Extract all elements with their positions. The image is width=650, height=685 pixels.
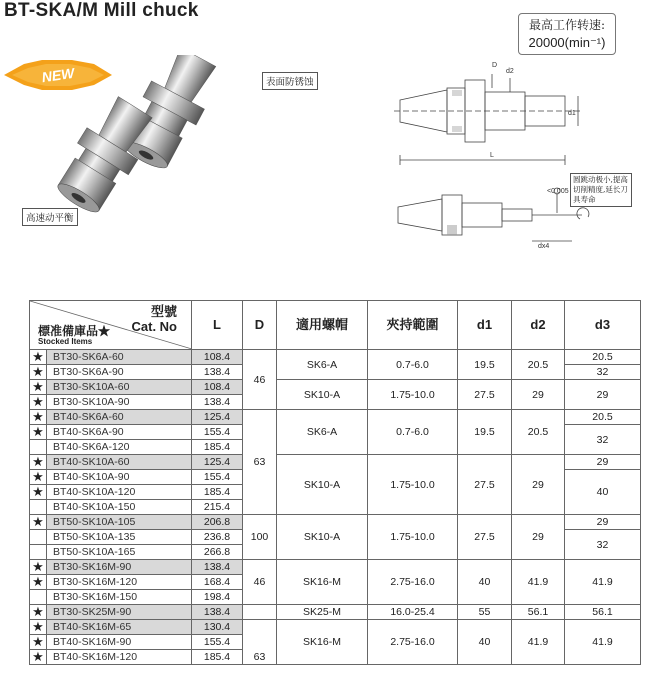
nut-cell: SK25-M bbox=[277, 605, 368, 620]
stock-star: ★ bbox=[30, 350, 47, 365]
d3-cell: 29 bbox=[565, 455, 641, 470]
l-cell: 138.4 bbox=[192, 560, 243, 575]
model-cell: BT40-SK6A-90 bbox=[47, 425, 192, 440]
model-cell: BT30-SK10A-90 bbox=[47, 395, 192, 410]
model-cell: BT50-SK10A-135 bbox=[47, 530, 192, 545]
nut-cell: SK6-A bbox=[277, 350, 368, 380]
l-cell: 215.4 bbox=[192, 500, 243, 515]
l-cell: 138.4 bbox=[192, 605, 243, 620]
model-cell: BT40-SK16M-90 bbox=[47, 635, 192, 650]
l-cell: 206.8 bbox=[192, 515, 243, 530]
l-cell: 155.4 bbox=[192, 425, 243, 440]
range-cell: 1.75-10.0 bbox=[368, 515, 458, 560]
table-row bbox=[30, 560, 641, 575]
header-cat-no: Cat. No bbox=[131, 319, 177, 334]
l-cell: 155.4 bbox=[192, 470, 243, 485]
l-cell: 236.8 bbox=[192, 530, 243, 545]
header-range: 夾持範圍 bbox=[368, 301, 458, 350]
d1-cell: 27.5 bbox=[458, 380, 512, 410]
d3-cell: 32 bbox=[565, 365, 641, 380]
nut-cell: SK16-M bbox=[277, 620, 368, 665]
header-d1: d1 bbox=[458, 301, 512, 350]
d1-cell: 19.5 bbox=[458, 350, 512, 380]
d-cell: 63 bbox=[243, 620, 277, 665]
d3-cell: 41.9 bbox=[565, 620, 641, 665]
d3-cell: 41.9 bbox=[565, 560, 641, 605]
table-row bbox=[30, 455, 641, 470]
stock-star: ★ bbox=[30, 470, 47, 485]
l-cell: 138.4 bbox=[192, 365, 243, 380]
new-badge-text: NEW bbox=[40, 64, 76, 86]
d1-cell: 27.5 bbox=[458, 455, 512, 515]
l-cell: 125.4 bbox=[192, 410, 243, 425]
tolerance-label: <0.005 bbox=[547, 188, 569, 195]
l-cell: 185.4 bbox=[192, 650, 243, 665]
nut-cell: SK16-M bbox=[277, 560, 368, 605]
stock-star: ★ bbox=[30, 560, 47, 575]
header-l: L bbox=[192, 301, 243, 350]
range-cell: 0.7-6.0 bbox=[368, 350, 458, 380]
d2-cell: 20.5 bbox=[512, 350, 565, 380]
d3-cell: 20.5 bbox=[565, 410, 641, 425]
model-cell: BT40-SK16M-65 bbox=[47, 620, 192, 635]
model-cell: BT30-SK16M-120 bbox=[47, 575, 192, 590]
stock-star: ★ bbox=[30, 365, 47, 380]
stock-star: ★ bbox=[30, 620, 47, 635]
dim-l: L bbox=[490, 152, 494, 159]
d3-cell: 40 bbox=[565, 470, 641, 515]
stock-star: ★ bbox=[30, 515, 47, 530]
range-cell: 2.75-16.0 bbox=[368, 560, 458, 605]
header-model-top: 型號 bbox=[150, 304, 177, 319]
d-cell: 100 bbox=[243, 515, 277, 560]
nut-cell: SK10-A bbox=[277, 380, 368, 410]
model-cell: BT30-SK10A-60 bbox=[47, 380, 192, 395]
model-cell: BT50-SK10A-165 bbox=[47, 545, 192, 560]
header-d2: d2 bbox=[512, 301, 565, 350]
stock-star: ★ bbox=[30, 455, 47, 470]
l-cell: 185.4 bbox=[192, 485, 243, 500]
d2-cell: 29 bbox=[512, 515, 565, 560]
max-speed-value: 20000(min⁻¹) bbox=[528, 35, 606, 50]
d1-cell: 40 bbox=[458, 620, 512, 665]
model-cell: BT40-SK10A-60 bbox=[47, 455, 192, 470]
model-cell: BT30-SK6A-90 bbox=[47, 365, 192, 380]
table-row bbox=[30, 380, 641, 395]
table-row bbox=[30, 515, 641, 530]
d1-cell: 27.5 bbox=[458, 515, 512, 560]
range-cell: 2.75-16.0 bbox=[368, 620, 458, 665]
callout-surface: 表面防锈蚀 bbox=[262, 72, 318, 90]
d2-cell: 56.1 bbox=[512, 605, 565, 620]
model-cell: BT40-SK10A-120 bbox=[47, 485, 192, 500]
model-cell: BT40-SK10A-150 bbox=[47, 500, 192, 515]
header-d3: d3 bbox=[565, 301, 641, 350]
l-cell: 185.4 bbox=[192, 440, 243, 455]
model-cell: BT40-SK6A-60 bbox=[47, 410, 192, 425]
d3-cell: 56.1 bbox=[565, 605, 641, 620]
model-cell: BT30-SK25M-90 bbox=[47, 605, 192, 620]
d1-cell: 55 bbox=[458, 605, 512, 620]
d-cell: 46 bbox=[243, 560, 277, 605]
d3-cell: 29 bbox=[565, 380, 641, 410]
d3-cell: 20.5 bbox=[565, 350, 641, 365]
d2-cell: 29 bbox=[512, 380, 565, 410]
stock-star: ★ bbox=[30, 575, 47, 590]
header-nut: 適用螺帽 bbox=[277, 301, 368, 350]
d2-cell: 29 bbox=[512, 455, 565, 515]
l-cell: 155.4 bbox=[192, 635, 243, 650]
table-row bbox=[30, 410, 641, 425]
table-row bbox=[30, 350, 641, 365]
model-cell: BT40-SK6A-120 bbox=[47, 440, 192, 455]
d-cell: 63 bbox=[243, 410, 277, 515]
d3-cell: 32 bbox=[565, 530, 641, 560]
l-cell: 138.4 bbox=[192, 395, 243, 410]
stock-star: ★ bbox=[30, 395, 47, 410]
dimension-drawing bbox=[392, 60, 592, 180]
stock-star: ★ bbox=[30, 485, 47, 500]
table-row bbox=[30, 605, 641, 620]
range-cell: 0.7-6.0 bbox=[368, 410, 458, 455]
range-cell: 16.0-25.4 bbox=[368, 605, 458, 620]
runout-note: 圆跳动极小,提高切削精度,延长刀具寿命 bbox=[570, 173, 632, 207]
stock-star: ★ bbox=[30, 635, 47, 650]
max-speed-label: 最高工作转速: bbox=[528, 18, 606, 32]
dim-d2: d2 bbox=[506, 68, 514, 75]
l-cell: 130.4 bbox=[192, 620, 243, 635]
max-speed-box bbox=[518, 13, 616, 55]
spec-table bbox=[29, 300, 641, 665]
range-cell: 1.75-10.0 bbox=[368, 455, 458, 515]
table-row bbox=[30, 620, 641, 635]
stock-star: ★ bbox=[30, 650, 47, 665]
l-cell: 108.4 bbox=[192, 350, 243, 365]
callout-balance: 高速动平衡 bbox=[22, 208, 78, 226]
header-stock-en: Stocked Items bbox=[38, 337, 93, 346]
dim-d: D bbox=[492, 62, 498, 69]
page-title: BT-SKA/M Mill chuck bbox=[4, 0, 199, 21]
l-cell: 108.4 bbox=[192, 380, 243, 395]
l-cell: 198.4 bbox=[192, 590, 243, 605]
header-stock-cn: 標准備庫品★ bbox=[38, 324, 111, 338]
model-cell: BT40-SK16M-120 bbox=[47, 650, 192, 665]
nut-cell: SK10-A bbox=[277, 455, 368, 515]
nut-cell: SK6-A bbox=[277, 410, 368, 455]
stock-star: ★ bbox=[30, 410, 47, 425]
l-cell: 125.4 bbox=[192, 455, 243, 470]
d3-cell: 29 bbox=[565, 515, 641, 530]
d2-cell: 20.5 bbox=[512, 410, 565, 455]
header-d: D bbox=[243, 301, 277, 350]
d-cell: 46 bbox=[243, 350, 277, 410]
d2-cell: 41.9 bbox=[512, 560, 565, 605]
d1-cell: 40 bbox=[458, 560, 512, 605]
l-cell: 168.4 bbox=[192, 575, 243, 590]
d1-cell: 19.5 bbox=[458, 410, 512, 455]
chuck-photo bbox=[40, 55, 300, 240]
stock-star: ★ bbox=[30, 380, 47, 395]
model-cell: BT40-SK10A-90 bbox=[47, 470, 192, 485]
stock-star: ★ bbox=[30, 605, 47, 620]
d2-cell: 41.9 bbox=[512, 620, 565, 665]
model-cell: BT30-SK16M-90 bbox=[47, 560, 192, 575]
l-cell: 266.8 bbox=[192, 545, 243, 560]
dim-dx4: dx4 bbox=[538, 243, 550, 250]
range-cell: 1.75-10.0 bbox=[368, 380, 458, 410]
model-cell: BT30-SK6A-60 bbox=[47, 350, 192, 365]
model-cell: BT30-SK16M-150 bbox=[47, 590, 192, 605]
dim-d1: d1 bbox=[568, 110, 576, 117]
nut-cell: SK10-A bbox=[277, 515, 368, 560]
stock-star: ★ bbox=[30, 425, 47, 440]
header-model bbox=[30, 301, 192, 350]
model-cell: BT50-SK10A-105 bbox=[47, 515, 192, 530]
d3-cell: 32 bbox=[565, 425, 641, 455]
